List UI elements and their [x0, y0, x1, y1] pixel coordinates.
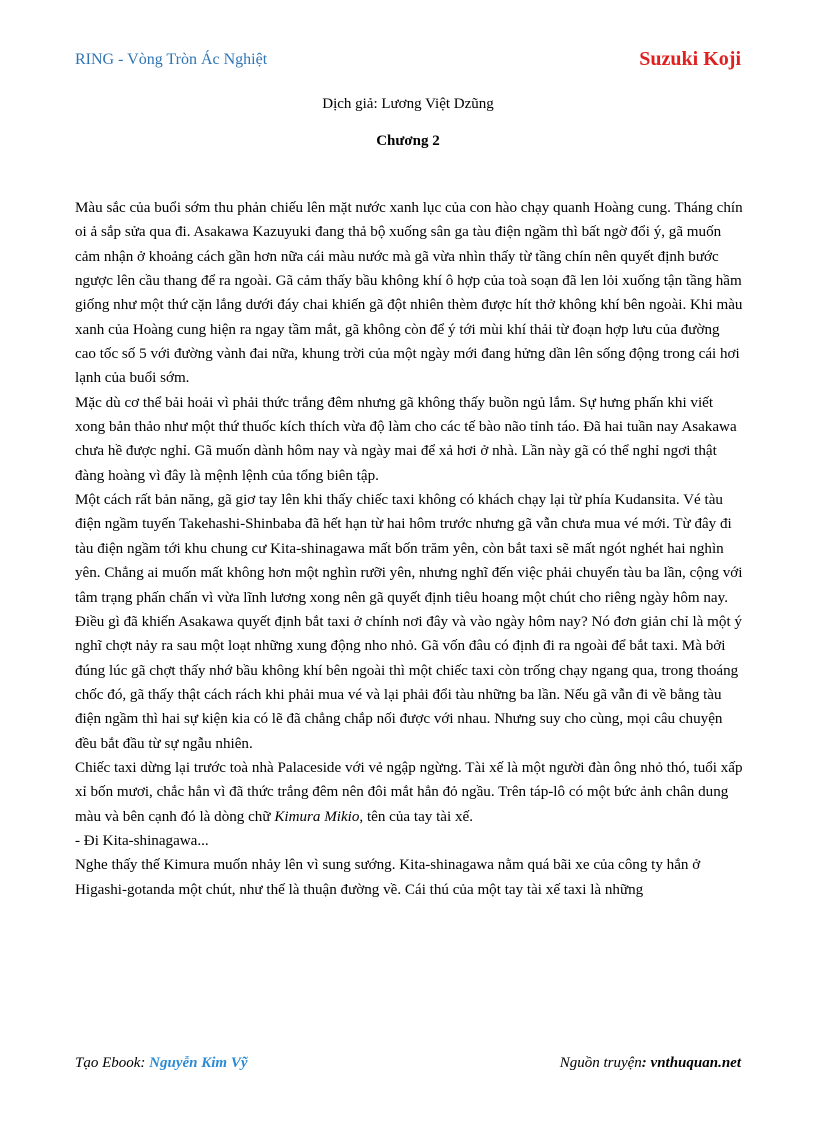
dialogue-line: - Đi Kita-shinagawa... — [75, 832, 209, 849]
paragraph: Nghe thấy thế Kimura muốn nhảy lên vì sung sướng. Kita-shinagawa nằm quá bãi xe của công ty hắn ở Higashi-gotanda một chút, như thế là thuận đường về. Cái thú của một tay tài xế taxi là những — [75, 857, 701, 898]
translator-credit: Dịch giả: Lương Việt Dzũng — [322, 96, 494, 112]
driver-name: Kimura Mikio — [274, 808, 360, 825]
ebook-separator: : — [140, 1055, 150, 1071]
ebook-label: Tạo Ebook — [75, 1055, 141, 1071]
chapter-title: Chương 2 — [376, 133, 440, 149]
source-site: vnthuquan.net — [650, 1055, 741, 1071]
paragraph: Mặc dù cơ thể bải hoải vì phải thức trắng đêm nhưng gã không thấy buồn ngủ lắm. Sự hưng phấn khi viết xong bản thảo như một thứ thuốc kích thích vừa độ làm cho các tế bào não tỉnh táo. Đã hai tuần nay Asakawa chưa hề được nghỉ. Gã muốn dành hôm nay và ngày mai để xả hơi ở nhà. Lần này gã có thể nghỉ ngơi thật đàng hoàng vì đây là mệnh lệnh của tổng biên tập. — [75, 394, 737, 484]
paragraph-text: Chiếc taxi dừng lại trước toà nhà Palaceside với vẻ ngập ngừng. Tài xế là một người đàn ông nhỏ thó, tuổi xấp xỉ bốn mươi, chắc hẳn vì đã thức trắng đêm nên đôi mắt hẳn đỏ ngầu. Trên táp-lô có một bức ảnh chân dung màu và bên cạnh đó là dòng chữ — [75, 759, 743, 825]
ebook-creator-name: Nguyễn Kim Vỹ — [149, 1055, 248, 1071]
paragraph: Một cách rất bản năng, gã giơ tay lên khi thấy chiếc taxi không có khách chạy lại từ phía Kudansita. Vé tàu điện ngầm tuyến Takehashi-Shinbaba đã hết hạn từ hai hôm trước nhưng gã vẫn chưa mua vé mới. Từ đây đi tàu điện ngầm tới khu chung cư Kita-shinagawa mất bốn trăm yên, còn bắt taxi sẽ mất ngót nghét hai nghìn yên. Chẳng ai muốn mất không hơn một nghìn rưỡi yên, nhưng nghĩ đến việc phải chuyển tàu ba lần, cộng với tâm trạng phấn chấn vì vừa lĩnh lương xong nên gã quyết định tiêu hoang một chút cho riêng ngày hôm nay. — [75, 492, 743, 606]
ebook-credit — [75, 1055, 248, 1072]
source-credit — [560, 1055, 741, 1072]
book-title: RING - Vòng Tròn Ác Nghiệt — [75, 51, 268, 68]
paragraph: Điều gì đã khiến Asakawa quyết định bắt taxi ở chính nơi đây và vào ngày hôm nay? Nó đơn giản chỉ là một ý nghĩ chợt nảy ra sau một loạt những xung động nho nhỏ. Gã vốn đâu có định đi ra ngoài để bắt taxi. Mà bởi đúng lúc gã chợt thấy nhớ bầu không khí bên ngoài thì một chiếc taxi còn trống chạy ngang qua, trong thoáng chốc đó, gã thấy thật cách rách khi phải mua vé và lại phải đổi tàu những ba lần. Nếu gã vẫn đi về bằng tàu điện ngầm thì hai sự kiện kia có lẽ đã chẳng chắp nối được với nhau. Nhưng suy cho cùng, mọi câu chuyện đều bắt đầu từ sự ngẫu nhiên. — [75, 613, 742, 752]
source-separator: : — [641, 1055, 651, 1071]
paragraph — [75, 756, 743, 829]
chapter-body — [75, 196, 743, 902]
source-label: Nguồn truyện — [559, 1055, 642, 1071]
paragraph: Màu sắc của buổi sớm thu phản chiếu lên mặt nước xanh lục của con hào chạy quanh Hoàng cung. Tháng chín oi ả sắp sửa qua đi. Asakawa Kazuyuki đang thả bộ xuống sân ga tàu điện ngầm thì bất ngờ đổi ý, gã muốn cảm nhận ở khoảng cách gần hơn nữa cái màu nước mà gã vừa nhìn thấy từ tầng chín nên quyết định bước ngược lên cầu thang để ra ngoài. Gã cảm thấy bầu không khí ô hợp của toà soạn đã len lỏi xuống tận tầng hầm giống như một thứ cặn lắng dưới đáy chai khiến gã đột nhiên thèm được hít thở không khí bên ngoài. Khi màu xanh của Hoàng cung hiện ra ngay tầm mắt, gã không còn để ý tới mùi khí thải từ đoạn hợp lưu của đường cao tốc số 5 với đường vành đai nữa, khung trời của một ngày mới đang hửng dần lên sống động trong cái hơi lạnh của buổi sớm. — [75, 200, 743, 387]
author-name: Suzuki Koji — [639, 48, 741, 70]
paragraph-text: , tên của tay tài xế. — [359, 808, 473, 825]
